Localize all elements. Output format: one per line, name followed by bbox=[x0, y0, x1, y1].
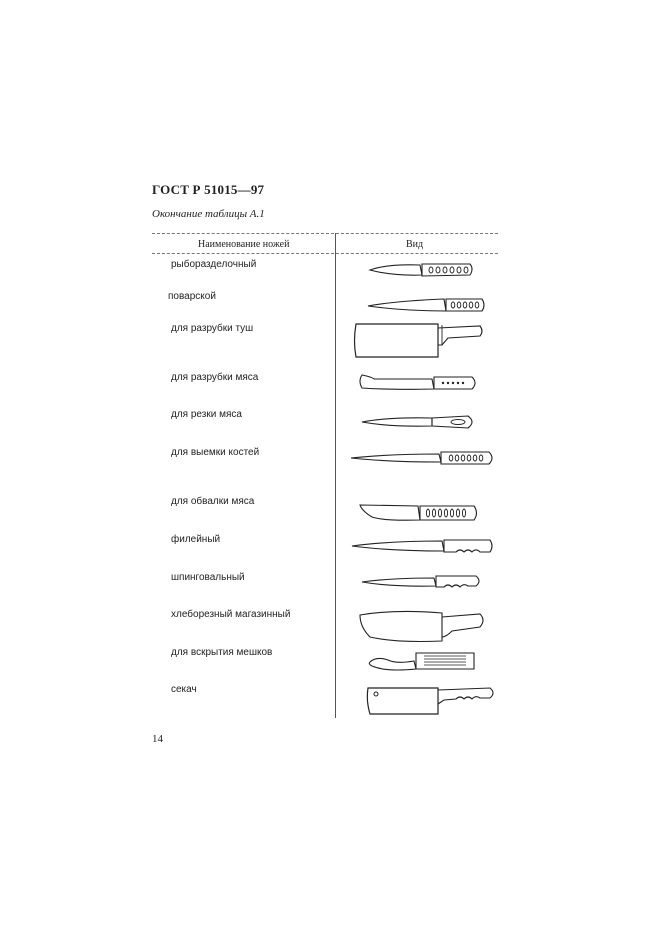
row-label-carcass: для разрубки туш bbox=[171, 323, 254, 334]
row-label-chopper: секач bbox=[171, 684, 197, 695]
page-header: ГОСТ Р 51015—97 bbox=[152, 182, 265, 197]
sack-opening-knife-icon bbox=[366, 648, 478, 674]
row-label-sack: для вскрытия мешков bbox=[171, 647, 273, 658]
boning-knife-icon bbox=[349, 448, 497, 468]
row-label-chef: поварской bbox=[168, 291, 216, 302]
row-label-boning: для выемки костей bbox=[171, 447, 260, 458]
bread-knife-icon bbox=[356, 607, 488, 647]
fillet-knife-icon bbox=[350, 535, 496, 557]
meat-chopping-knife-icon bbox=[358, 371, 480, 393]
row-label-meat-slice: для резки мяса bbox=[171, 409, 242, 420]
chopper-icon bbox=[364, 684, 498, 718]
table-caption: Окончание таблицы А.1 bbox=[152, 208, 265, 220]
column-header-name: Наименование ножей bbox=[198, 239, 290, 250]
table-header-rule bbox=[152, 253, 498, 254]
meat-slicing-knife-icon bbox=[360, 412, 478, 432]
row-label-meat-chop: для разрубки мяса bbox=[171, 372, 259, 383]
table-top-rule bbox=[152, 233, 498, 234]
carcass-cleaver-icon bbox=[352, 319, 486, 361]
row-label-fillet: филейный bbox=[171, 534, 221, 545]
row-label-deboning: для обвалки мяса bbox=[171, 496, 255, 507]
chef-knife-icon bbox=[366, 294, 488, 316]
page-number: 14 bbox=[152, 733, 163, 745]
row-label-larding: шпинговальный bbox=[171, 572, 245, 583]
row-label-fish-fillet: рыборазделочный bbox=[171, 259, 257, 270]
table-column-divider bbox=[335, 233, 336, 718]
larding-knife-icon bbox=[360, 572, 484, 592]
fish-fillet-knife-icon bbox=[368, 260, 476, 280]
deboning-knife-icon bbox=[358, 501, 480, 525]
row-label-bread: хлеборезный магазинный bbox=[171, 609, 291, 620]
column-header-view: Вид bbox=[406, 239, 424, 250]
